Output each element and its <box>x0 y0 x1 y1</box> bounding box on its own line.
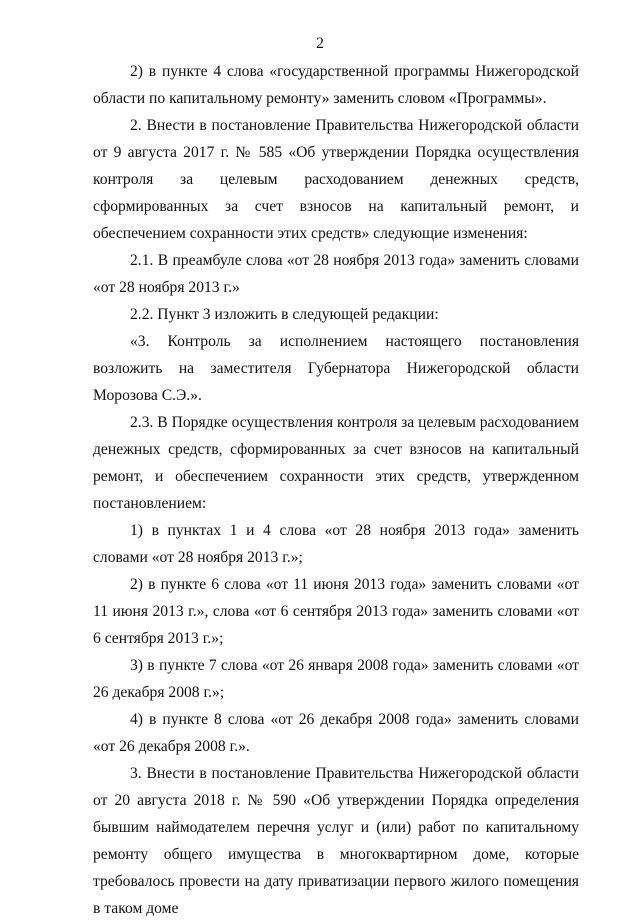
paragraph-subitem-3: 3) в пункте 7 слова «от 26 января 2008 года» заменить словами «от 26 декабря 2008 г.»; <box>93 657 579 701</box>
paragraph-section-2: 2. Внести в постановление Правительства Нижегородской области от 9 августа 2017 г. № 585 «Об утверждении Порядка осуществления контроля за целевым расходованием денежных средств, сформированных за счет взносов на капитальный ремонт, и обеспечением сохранности этих средств» следующие изменения: <box>93 117 579 242</box>
paragraph-subitem-4: 4) в пункте 8 слова «от 26 декабря 2008 года» заменить словами «от 26 декабря 2008 г.». <box>93 711 579 755</box>
paragraph-2-1: 2.1. В преамбуле слова «от 28 ноября 2013 года» заменить словами «от 28 ноября 2013 г.» <box>93 252 579 296</box>
document-body <box>93 58 579 922</box>
paragraph-2-2: 2.2. Пункт 3 изложить в следующей редакции: <box>130 306 439 323</box>
paragraph-subitem-2: 2) в пункте 6 слова «от 11 июня 2013 года» заменить словами «от 11 июня 2013 г.», слова «от 6 сентября 2013 года» заменить словами «от 6 сентября 2013 г.»; <box>93 576 579 647</box>
paragraph-subitem-1: 1) в пунктах 1 и 4 слова «от 28 ноября 2013 года» заменить словами «от 28 ноября 2013 г.»; <box>93 522 579 566</box>
page-number: 2 <box>316 35 324 52</box>
paragraph-quote-3: «3. Контроль за исполнением настоящего постановления возложить на заместителя Губернатора Нижегородской области Морозова С.Э.». <box>93 333 579 404</box>
paragraph-2-3: 2.3. В Порядке осуществления контроля за целевым расходованием денежных средств, сформированных за счет взносов на капитальный ремонт, и обеспечением сохранности этих средств, утвержденном постановлением: <box>93 414 579 512</box>
paragraph-item-2-2: 2) в пункте 4 слова «государственной программы Нижегородской области по капитальному ремонту» заменить словом «Программы». <box>93 63 579 107</box>
paragraph-section-3: 3. Внести в постановление Правительства Нижегородской области от 20 августа 2018 г. № 590 «Об утверждении Порядка определения бывшим наймодателем перечня услуг и (или) работ по капитальному ремонту общего имущества в многоквартирном доме, которые требовалось провести на дату приватизации первого жилого помещения в таком доме <box>93 765 579 917</box>
